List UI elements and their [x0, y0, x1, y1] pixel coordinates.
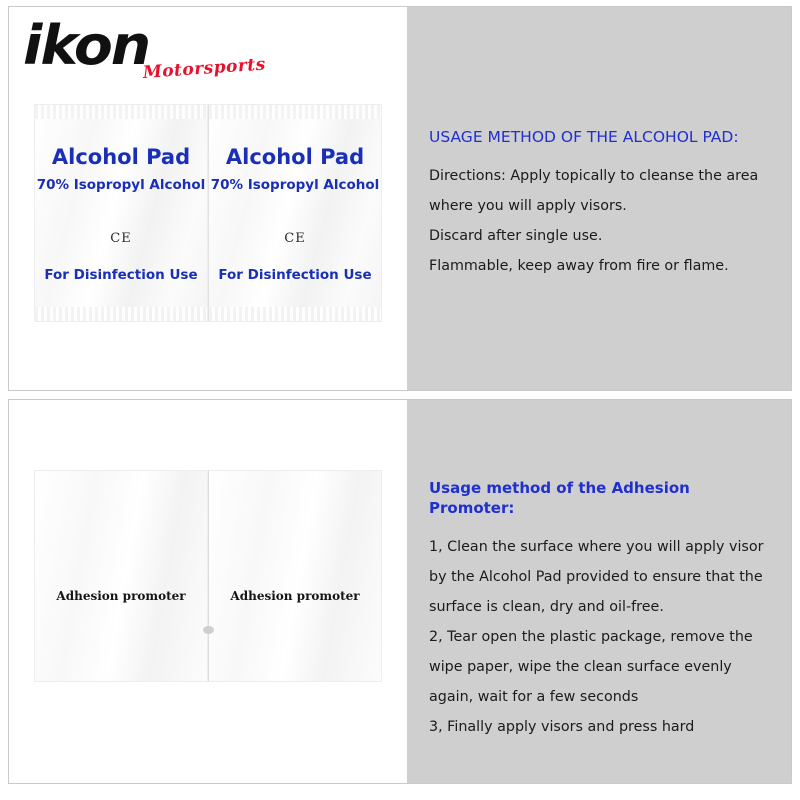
alcohol-pad-product-image [34, 104, 382, 322]
brand-logo-tagline: Motorsports [142, 54, 267, 83]
adhesion-promoter-instructions [429, 478, 775, 742]
adhesion-promoter-instruction-line: 3, Finally apply visors and press hard [429, 719, 695, 735]
ce-mark-icon: CE [110, 231, 132, 246]
alcohol-pad-title: Alcohol Pad [225, 145, 365, 169]
alcohol-pad-sachet [208, 104, 382, 322]
ce-mark-icon: CE [284, 231, 306, 246]
adhesion-promoter-sachet [208, 470, 382, 682]
adhesion-promoter-instructions-heading: Usage method of the Adhesion Promoter: [429, 479, 690, 517]
adhesion-promoter-instruction-line: by the Alcohol Pad provided to ensure that the [429, 569, 763, 585]
alcohol-pad-sachet [34, 104, 208, 322]
alcohol-pad-instructions [429, 127, 775, 281]
adhesion-promoter-sachet [34, 470, 208, 682]
panel-alcohol-pad [8, 6, 792, 391]
brand-logo-text: ikon [23, 14, 150, 77]
adhesion-promoter-instruction-line: 1, Clean the surface where you will apply visor [429, 539, 764, 555]
alcohol-pad-title: Alcohol Pad [51, 145, 191, 169]
sachet-notch-icon [203, 626, 214, 634]
alcohol-pad-instruction-line: Discard after single use. [429, 228, 603, 244]
adhesion-promoter-instruction-line: again, wait for a few seconds [429, 689, 639, 705]
alcohol-pad-instructions-heading: USAGE METHOD OF THE ALCOHOL PAD: [429, 128, 739, 146]
adhesion-promoter-label: Adhesion promoter [230, 589, 360, 603]
panel-alcohol-pad-text-area [407, 7, 791, 390]
panel-alcohol-pad-image-area [9, 7, 407, 390]
alcohol-pad-instruction-line: Directions: Apply topically to cleanse the area [429, 168, 759, 184]
adhesion-promoter-instruction-line: wipe paper, wipe the clean surface evenly [429, 659, 732, 675]
panel-adhesion-promoter-image-area [9, 400, 407, 783]
panel-adhesion-promoter [8, 399, 792, 784]
alcohol-pad-footer: For Disinfection Use [44, 267, 198, 283]
adhesion-promoter-label: Adhesion promoter [56, 589, 186, 603]
alcohol-pad-subtitle: 70% Isopropyl Alcohol [210, 177, 380, 193]
adhesion-promoter-product-image [34, 470, 382, 682]
adhesion-promoter-instruction-line: surface is clean, dry and oil-free. [429, 599, 664, 615]
brand-logo [23, 14, 273, 89]
alcohol-pad-instruction-line: Flammable, keep away from fire or flame. [429, 258, 729, 274]
panel-adhesion-promoter-text-area [407, 400, 791, 783]
alcohol-pad-instruction-line: where you will apply visors. [429, 198, 627, 214]
adhesion-promoter-instruction-line: 2, Tear open the plastic package, remove the [429, 629, 753, 645]
alcohol-pad-footer: For Disinfection Use [218, 267, 372, 283]
alcohol-pad-subtitle: 70% Isopropyl Alcohol [36, 177, 206, 193]
